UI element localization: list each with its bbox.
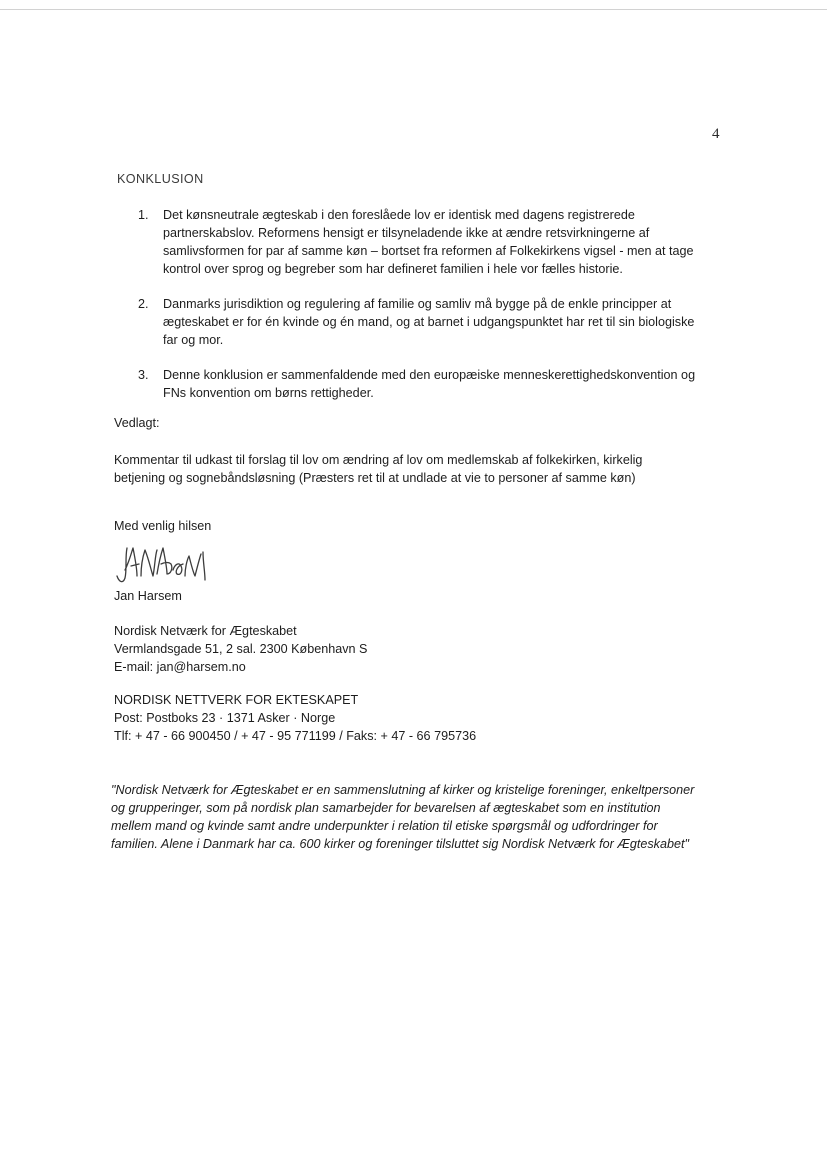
text-line: familien. Alene i Danmark har ca. 600 kirker og foreninger tilsluttet sig Nordisk Netværk for Ægteskabet": [111, 837, 689, 851]
organization-address: [114, 622, 734, 676]
list-number: 1.: [138, 208, 149, 222]
scan-edge-line: [0, 9, 827, 10]
organization-post: Post: Postboks 23 · 1371 Asker · Norge: [114, 711, 336, 725]
attachment-description: [114, 451, 734, 487]
text-line: Danmarks jurisdiktion og regulering af familie og samliv må bygge på de enkle principper at: [163, 297, 672, 311]
organization-email: E-mail: jan@harsem.no: [114, 660, 246, 674]
organization-name-no: NORDISK NETTVERK FOR EKTESKAPET: [114, 693, 359, 707]
conclusion-list: [138, 206, 723, 419]
text-line: far og mor.: [163, 333, 224, 347]
conclusion-item-1: [138, 206, 723, 278]
conclusion-item-3: [138, 366, 723, 402]
text-line: betjening og sognebåndsløsning (Præsters ret til at undlade at vie to personer af samme køn): [114, 471, 636, 485]
organization-address-norway: [114, 691, 734, 745]
text-line: ægteskabet er for én kvinde og én mand, og at barnet i udgangspunktet har ret til sin biologiske: [163, 315, 695, 329]
organization-street: Vermlandsgade 51, 2 sal. 2300 København S: [114, 642, 368, 656]
text-line: "Nordisk Netværk for Ægteskabet er en sammenslutning af kirker og kristelige foreninger, enkeltpersoner: [111, 783, 695, 797]
list-number: 3.: [138, 368, 149, 382]
organization-name: Nordisk Netværk for Ægteskabet: [114, 624, 297, 638]
closing-greeting: Med venlig hilsen: [114, 519, 212, 533]
list-number: 2.: [138, 297, 149, 311]
text-line: og grupperinger, som på nordisk plan samarbejder for bevarelsen af ægteskabet som en institution: [111, 801, 661, 815]
signer-name: Jan Harsem: [114, 589, 182, 603]
text-line: Denne konklusion er sammenfaldende med den europæiske menneskerettighedskonvention og: [163, 368, 696, 382]
text-line: FNs konvention om børns rettigheder.: [163, 386, 374, 400]
conclusion-heading: KONKLUSION: [117, 172, 204, 186]
text-line: samlivsformen for par af samme køn – bortset fra reformen af Folkekirkens vigsel - men at tage: [163, 244, 694, 258]
page-number: 4: [712, 126, 720, 142]
attachment-label: Vedlagt:: [114, 416, 160, 430]
organization-tagline: [111, 781, 731, 853]
handwritten-signature: [111, 540, 211, 588]
text-line: Det kønsneutrale ægteskab i den foreslåede lov er identisk med dagens registrerede: [163, 208, 635, 222]
text-line: mellem mand og kvinde samt andre underpunkter i relation til etiske spørgsmål og udfordringer for: [111, 819, 658, 833]
text-line: partnerskabslov. Reformens hensigt er tilsyneladende ikke at ændre retsvirkningerne af: [163, 226, 650, 240]
text-line: Kommentar til udkast til forslag til lov om ændring af lov om medlemskab af folkekirken, kirkelig: [114, 453, 643, 467]
conclusion-item-2: [138, 295, 723, 349]
text-line: kontrol over sprog og begreber som har defineret familien i hele vor fælles historie.: [163, 262, 623, 276]
organization-phone: Tlf: + 47 - 66 900450 / + 47 - 95 771199 / Faks: + 47 - 66 795736: [114, 729, 477, 743]
